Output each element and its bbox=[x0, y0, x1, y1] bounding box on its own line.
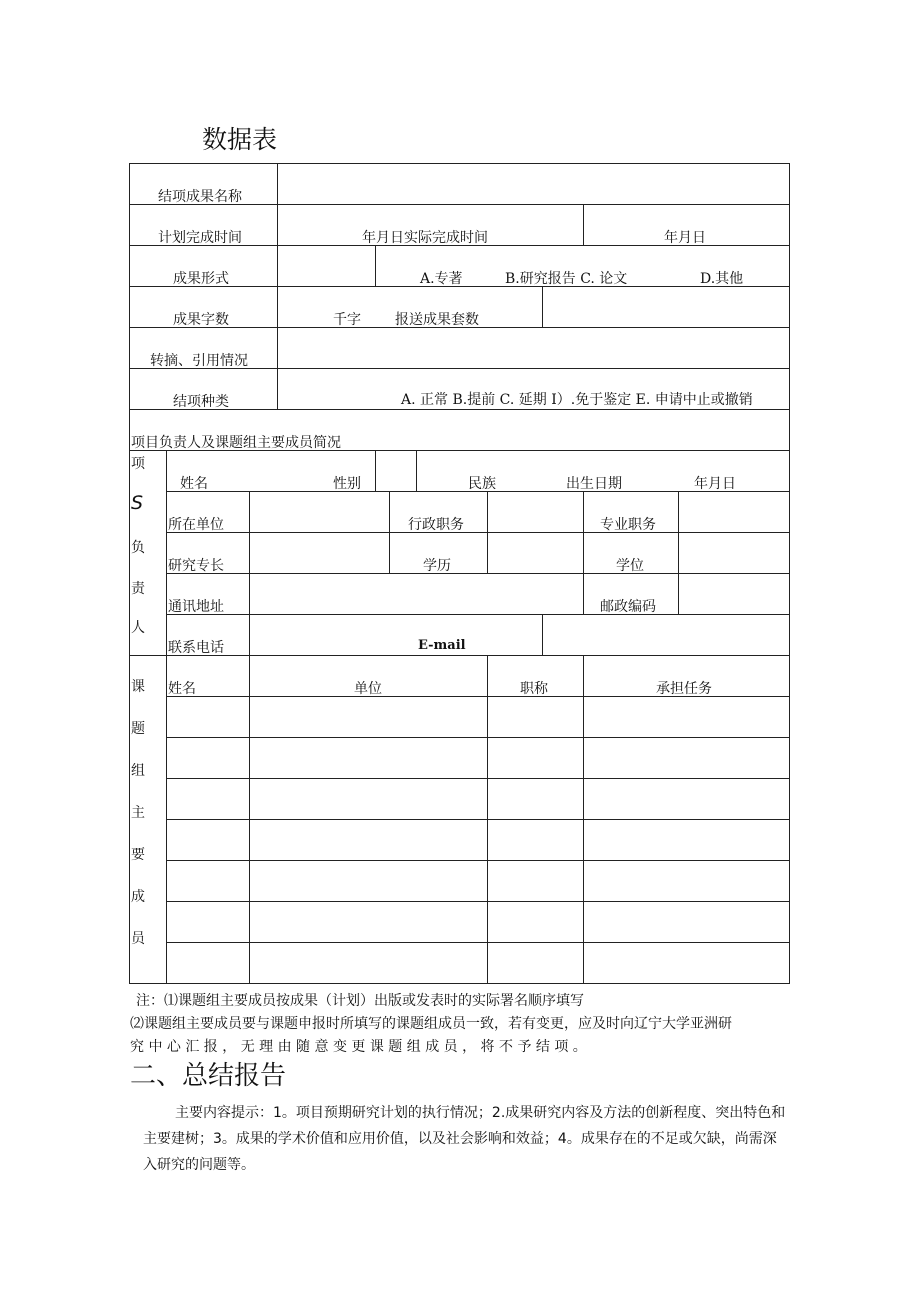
education-label: 学历 bbox=[423, 558, 451, 574]
page-title: 数据表 bbox=[202, 125, 278, 154]
birth-value: 年月日 bbox=[694, 476, 736, 492]
thousand-words-label: 千字 bbox=[333, 312, 361, 328]
ethnicity-label: 民族 bbox=[468, 476, 496, 492]
form-option-a[interactable]: A.专著 bbox=[420, 271, 463, 287]
section-paragraph: 主要内容提示：1。项目预期研究计划的执行情况；2.成果研究内容及方法的创新程度、突出特色和主要建树；3。成果的学术价值和应用价值，以及社会影响和效益；4。成果存在的不足或欠缺，尚需深入研究的问题等。 bbox=[143, 1105, 786, 1173]
name-label: 姓名 bbox=[180, 476, 208, 492]
actual-date-value: 年月日 bbox=[664, 230, 706, 246]
form-option-b-c[interactable]: B.研究报告 C. 论文 bbox=[505, 271, 628, 287]
group-side-char: 课 bbox=[131, 679, 145, 695]
leader-side-char: S bbox=[131, 492, 144, 514]
prof-post-label: 专业职务 bbox=[600, 517, 656, 533]
form-option-d[interactable]: D.其他 bbox=[700, 271, 744, 287]
group-side-char: 要 bbox=[131, 847, 145, 863]
copies-label: 报送成果套数 bbox=[395, 312, 479, 328]
note-2: ⑵课题组主要成员要与课题申报时所填写的课题组成员一致，若有变更，应及时向辽宁大学亚洲研 bbox=[130, 1016, 732, 1032]
col-name-header: 姓名 bbox=[168, 681, 196, 697]
type-label: 结项种类 bbox=[173, 394, 229, 410]
col-task-header: 承担任务 bbox=[656, 681, 712, 697]
address-label: 通讯地址 bbox=[168, 599, 224, 615]
type-options[interactable]: A. 正常 B.提前 C. 延期 I）.免于鉴定 E. 申请中止或撤销 bbox=[401, 392, 753, 408]
section-heading: 二、总结报告 bbox=[130, 1061, 287, 1091]
admin-post-label: 行政职务 bbox=[408, 517, 464, 533]
group-side-char: 员 bbox=[131, 931, 145, 947]
phone-label: 联系电话 bbox=[168, 640, 224, 656]
birth-label: 出生日期 bbox=[566, 476, 622, 492]
leader-side-char: 人 bbox=[131, 620, 145, 636]
group-side-char: 成 bbox=[131, 889, 145, 905]
col-title-header: 职称 bbox=[520, 681, 548, 697]
note-3: 究 中 心 汇 报 ， 无 理 由 随 意 变 更 课 题 组 成 员 ， 将 不 予 结 项 。 bbox=[130, 1039, 587, 1055]
email-label: E-mail bbox=[418, 638, 466, 653]
degree-label: 学位 bbox=[616, 558, 644, 574]
group-side-char: 主 bbox=[131, 805, 145, 821]
group-side-char: 组 bbox=[131, 763, 145, 779]
postcode-label: 邮政编码 bbox=[600, 599, 656, 615]
actual-time-label: 年月日实际完成时间 bbox=[362, 230, 488, 246]
leader-side-char: 责 bbox=[131, 581, 145, 597]
leader-side-char: 项 bbox=[131, 456, 145, 472]
members-summary-label: 项目负责人及课题组主要成员简况 bbox=[131, 435, 341, 451]
note-1: 注：⑴课题组主要成员按成果（计划）出版或发表时的实际署名顺序填写 bbox=[136, 993, 584, 1009]
specialty-label: 研究专长 bbox=[168, 558, 224, 574]
group-side-char: 题 bbox=[131, 721, 145, 737]
citation-label: 转摘、引用情况 bbox=[150, 353, 248, 369]
word-count-label: 成果字数 bbox=[173, 312, 229, 328]
result-name-label: 结项成果名称 bbox=[158, 189, 242, 205]
plan-time-label: 计划完成时间 bbox=[158, 230, 242, 246]
result-name-field[interactable] bbox=[290, 174, 780, 198]
unit-label: 所在单位 bbox=[168, 517, 224, 533]
col-unit-header: 单位 bbox=[354, 681, 382, 697]
leader-side-char: 负 bbox=[131, 540, 145, 556]
form-label: 成果形式 bbox=[173, 271, 229, 287]
gender-label: 性别 bbox=[333, 476, 361, 492]
